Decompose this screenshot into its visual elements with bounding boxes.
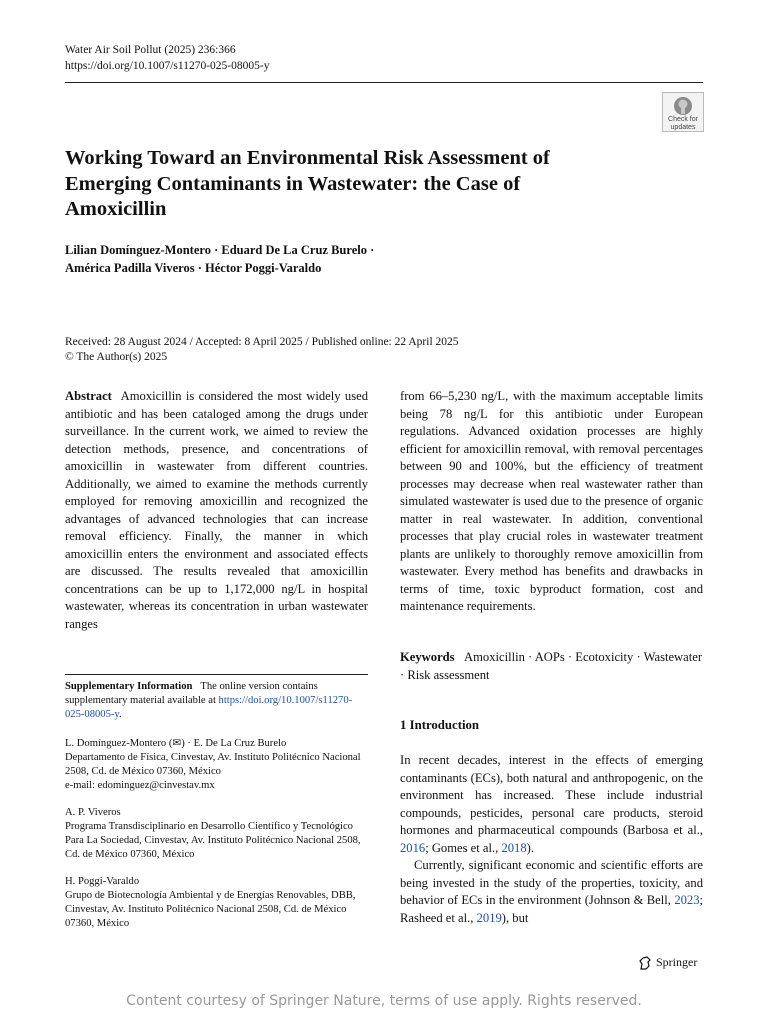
abstract-part-2: from 66–5,230 ng/L, with the maximum acceptable limits being 78 ng/L for this antibiotic under European regulations. Advanced oxidation processes are highly efficient for amoxicillin removal, with removal percentages between 90 and 100%, but the efficiency of treatment processes may decrease when real wastewater rather than simulated wastewater is used due to the presence of organic matter in real wastewater. In addition, conventional processes that play crucial roles in wastewater treatment plants are unlikely to thoroughly remove amoxicillin from wastewater. Every method has benefits and drawbacks in terms of time, toxic byproduct formation, cost and maintenance requirements. — [400, 389, 703, 613]
citation-link[interactable]: 2019 — [476, 910, 502, 925]
abstract-text-1: Amoxicillin is considered the most widely used antibiotic and has been cataloged among the drugs under surveillance. In the current work, we aimed to review the detection methods, presence, and concentrations of amoxicillin in wastewater from different countries. Additionally, we aimed to examine the methods currently employed for removing amoxicillin and recognized the advantages of advanced technologies that can increase removal efficiency. Finally, the manner in which amoxicillin enters the environment and associated effects are discussed. The results revealed that amoxicillin concentrations can be up to 1,172,000 ng/L in hospital wastewater, whereas its concentration in urban wastewater ranges — [65, 389, 368, 631]
section-heading-introduction: 1 Introduction — [400, 718, 480, 732]
abstract-part-1 — [65, 388, 368, 633]
journal-citation — [65, 42, 269, 74]
keywords — [400, 649, 703, 684]
citation-link[interactable]: 2023 — [674, 893, 700, 907]
affiliation-2 — [65, 806, 368, 862]
supp-doi-link[interactable]: https://doi.org/10.1007/s11270-025-08005-y — [65, 695, 353, 720]
email-link[interactable]: e-mail: edominguez@cinvestav.mx — [65, 780, 215, 791]
springer-horse-icon — [638, 956, 652, 970]
author-list — [65, 241, 625, 277]
publisher-name: Springer — [656, 955, 698, 969]
keywords-label: Keywords — [400, 650, 455, 664]
copyright: © The Author(s) 2025 — [65, 351, 168, 363]
supplementary-information: Supplementary Information The online version contains supplementary material available at https://doi.org/10.1007/s11270-025-08005-y. — [65, 681, 353, 720]
badge-line-1: Check for — [668, 116, 698, 123]
publisher-logo — [638, 955, 697, 970]
affiliation-names: H. Poggi-Varaldo — [65, 876, 140, 887]
supp-label: Supplementary Information — [65, 681, 193, 692]
intro-paragraph-1: In recent decades, interest in the effects of emerging contaminants (ECs), both natural and anthropogenic, on the environment has increased. These include industrial compounds, pesticides, personal care products, steroid hormones and pharmaceutical compounds (Barbosa et al., 2016; Gomes et al., 2018). — [400, 753, 703, 855]
header-rule — [65, 82, 703, 83]
publication-dates: Received: 28 August 2024 / Accepted: 8 April 2025 / Published online: 22 April 2025 — [65, 336, 459, 348]
footnote-rule — [65, 674, 368, 675]
affiliation-1 — [65, 737, 368, 793]
abstract-label: Abstract — [65, 389, 112, 403]
badge-line-2: updates — [670, 123, 696, 131]
affiliation-address: Departamento de Física, Cinvestav, Av. Instituto Politécnico Nacional 2508, Cd. de México 07360, México — [65, 752, 361, 777]
check-for-updates-icon — [673, 96, 693, 116]
check-for-updates-badge[interactable] — [662, 92, 704, 132]
affiliation-address: Programa Transdisciplinario en Desarrollo Científico y Tecnológico Para La Sociedad, Cinvestav, Av. Instituto Politécnico Nacional 2508, Cd. de México 07360, México — [65, 821, 361, 860]
intro-paragraph-2: Currently, significant economic and scientific efforts are being invested in the study of the properties, toxicity, and behavior of ECs in the environment (Johnson & Bell, 2023; Rasheed et al., 2019), but — [400, 858, 703, 925]
keywords-text: Amoxicillin · AOPs · Ecotoxicity · Wastewater · Risk assessment — [400, 650, 703, 682]
affiliation-address: Grupo de Biotecnología Ambiental y de Energías Renovables, DBB, Cinvestav, Av. Instituto Politécnico Nacional 2508, Cd. de México 07360, México — [65, 890, 356, 929]
affiliation-names: L. Domínguez-Montero (✉) · E. De La Cruz Burelo — [65, 738, 287, 749]
authors-line-2: América Padilla Viveros · Héctor Poggi-Varaldo — [65, 261, 322, 275]
citation-link[interactable]: 2016 — [400, 840, 426, 855]
article-title: Working Toward an Environmental Risk Assessment of Emerging Contaminants in Wastewater: the Case of Amoxicillin — [65, 147, 550, 220]
journal-line: Water Air Soil Pollut (2025) 236:366 — [65, 44, 236, 56]
citation-link[interactable]: 2018 — [501, 840, 527, 855]
introduction-body — [400, 752, 703, 927]
affiliation-3 — [65, 875, 368, 931]
article-history — [65, 335, 625, 365]
authors-line-1: Lilian Domínguez-Montero · Eduard De La Cruz Burelo · — [65, 243, 375, 257]
courtesy-notice: Content courtesy of Springer Nature, terms of use apply. Rights reserved. — [126, 993, 642, 1009]
doi-link[interactable]: https://doi.org/10.1007/s11270-025-08005-y — [65, 60, 270, 72]
affiliation-names: A. P. Viveros — [65, 807, 121, 818]
